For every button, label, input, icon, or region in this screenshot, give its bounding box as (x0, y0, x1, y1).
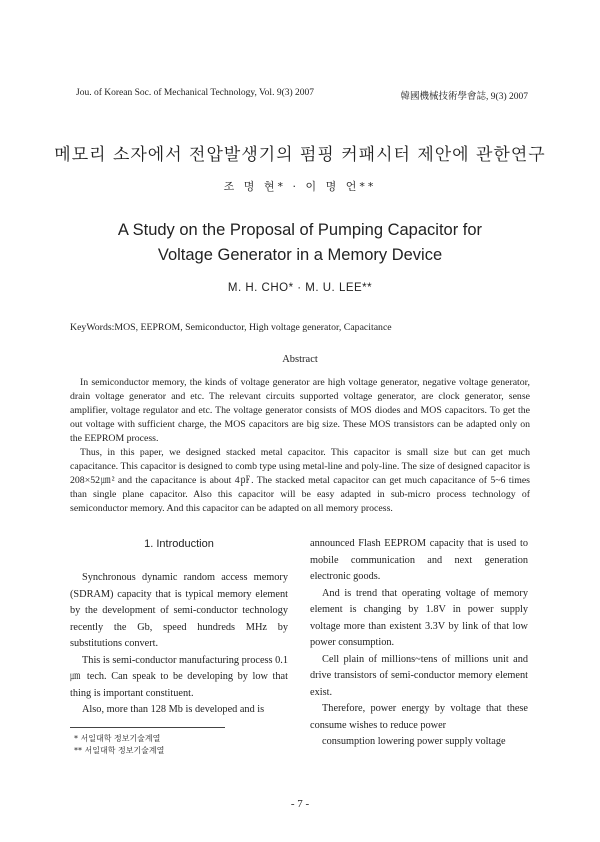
korean-authors: 조 명 현* · 이 명 언** (223, 180, 377, 193)
journal-header-left: Jou. of Korean Soc. of Mechanical Technology, Vol. 9(3) 2007 (76, 88, 315, 98)
korean-title: 메모리 소자에서 전압발생기의 펌핑 커패시터 제안에 관한연구 (54, 145, 546, 165)
english-title-line2: Voltage Generator in a Memory Device (157, 246, 443, 264)
body-paragraph: This is semi-conductor manufacturing process 0.1㎛ tech. Can speak to be developing by low that thing is important constituent. (70, 654, 288, 699)
footnotes (74, 733, 164, 757)
english-title-line1: A Study on the Proposal of Pumping Capacitor for (117, 221, 483, 239)
abstract-paragraph-2: Thus, in this paper, we designed stacked metal capacitor. This capacitor is small size but can get much capacitance. This capacitor is designed to comb type using metal-line and poly-line. The size of designed capacitor is 208×52㎛² and the capacitance is about 4㎊. The stacked metal capacitor can get much capacitance of 5~6 times than single plane capacitor. Also this capacitor will be easy adapted in sub-micro process technology of semiconductor memory. And this capacitor can be adapted on all memory process. (70, 447, 530, 514)
footnote-1: * 서일대학 정보기술계열 (74, 734, 161, 743)
journal-header-right: 韓國機械技術學會誌, 9(3) 2007 (400, 92, 528, 102)
body-paragraph: Also, more than 128 Mb is developed and is (82, 704, 265, 715)
abstract-heading: Abstract (282, 354, 318, 365)
english-authors: M. H. CHO* · M. U. LEE** (227, 282, 373, 294)
abstract-paragraph-1: In semiconductor memory, the kinds of voltage generator are high voltage generator, negative voltage generator, drain voltage generator and etc. The relevant circuits supported voltage generator, are clock generator, sense amplifier, voltage regulator and etc. The voltage generator consists of MOS diodes and MOS capacitors. To get the out voltage with sufficient charge, the MOS capacitors are big size. These MOS transistors can be adapted only on the EEPROM process. (70, 377, 530, 444)
footnote-2: ** 서일대학 정보기술계열 (74, 746, 165, 755)
body-paragraph: And is trend that operating voltage of memory element is changing by 1.8V in power supply voltage more than existent 3.3V by link of that low power consumption. (310, 587, 528, 648)
english-title (0, 218, 600, 268)
page-number: - 7 - (290, 798, 310, 810)
footnote-divider (70, 727, 225, 728)
abstract-body (70, 376, 530, 516)
section-heading: 1. Introduction (144, 538, 214, 550)
right-column (310, 536, 528, 751)
left-column (70, 570, 288, 719)
keywords: KeyWords:MOS, EEPROM, Semiconductor, High voltage generator, Capacitance (70, 322, 392, 333)
body-paragraph: Cell plain of millions~tens of millions unit and drive transistors of semi-conductor memory element exist. (310, 653, 528, 698)
body-paragraph: consumption lowering power supply voltage (322, 736, 506, 747)
body-paragraph: Synchronous dynamic random access memory (SDRAM) capacity that is typical memory element by the development of semi-conductor technology recently the Gb, speed hundreds MHz by substitutions convert. (70, 572, 288, 649)
body-paragraph: announced Flash EEPROM capacity that is used to mobile communication and next generation electronic goods. (310, 538, 528, 582)
body-paragraph: Therefore, power energy by voltage that these consume wishes to reduce power (310, 703, 528, 731)
